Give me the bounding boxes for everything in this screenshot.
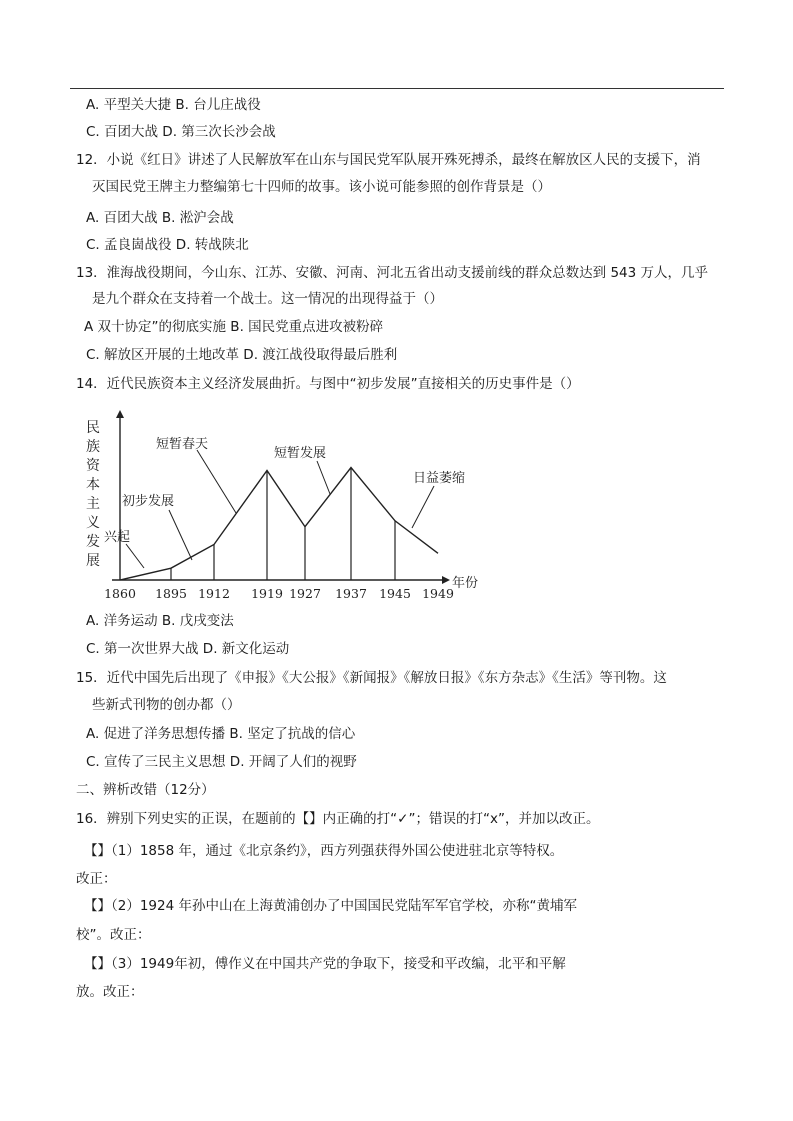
q15-options-cd: C. 宣传了三民主义思想 D. 开阔了人们的视野 xyxy=(86,754,357,770)
q16-item-2-line1: 【】（2）1924 年孙中山在上海黄浦创办了中国国民党陆军军官学校，亦称“黄埔军 xyxy=(84,898,577,914)
q15-stem-line2: 些新式刊物的创办都（） xyxy=(92,697,241,713)
x-axis-arrow xyxy=(442,576,450,584)
section-2-title: 二、辨析改错（12分） xyxy=(76,782,215,798)
q16-item-1-correction: 改正： xyxy=(76,871,117,887)
annotation-label: 日益萎缩 xyxy=(413,471,466,486)
q16-stem: 16．辨别下列史实的正误，在题前的【】内正确的打“✓”；错误的打“x”，并加以改正。 xyxy=(76,811,600,827)
q16-item-1: 【】（1）1858 年，通过《北京条约》，西方列强获得外国公使进驻北京等特权。 xyxy=(84,843,564,859)
q11-options-cd: C. 百团大战 D. 第三次长沙会战 xyxy=(86,124,276,140)
series-line xyxy=(120,468,438,580)
q15-stem-line1: 15．近代中国先后出现了《申报》《大公报》《新闻报》《解放日报》《东方杂志》《生活》等刊物。这 xyxy=(76,670,667,686)
q12-stem-line2: 灭国民党王牌主力整编第七十四师的故事。该小说可能参照的创作背景是（） xyxy=(92,179,551,195)
x-tick-1860: 1860 xyxy=(104,586,136,601)
x-tick-1912: 1912 xyxy=(198,586,230,601)
x-tick-1945: 1945 xyxy=(379,586,411,601)
q12-stem-line1: 12．小说《红日》讲述了人民解放军在山东与国民党军队展开殊死搏杀，最终在解放区人民的支援下，消 xyxy=(76,152,701,168)
q13-stem-line1: 13．淮海战役期间，今山东、江苏、安徽、河南、河北五省出动支援前线的群众总数达到 543 万人，几乎 xyxy=(76,265,709,281)
q11-options-ab: A. 平型关大捷 B. 台儿庄战役 xyxy=(86,97,261,113)
annotation-label: 兴起 xyxy=(104,530,131,545)
q14-options-cd: C. 第一次世界大战 D. 新文化运动 xyxy=(86,641,290,657)
x-tick-1949: 1949 xyxy=(422,586,454,601)
q16-item-3-line1: 【】（3）1949年初，傅作义在中国共产党的争取下，接受和平改编，北平和平解 xyxy=(84,956,566,972)
q13-options-ab: A 双十协定”的彻底实施 B. 国民党重点进攻被粉碎 xyxy=(84,319,384,335)
y-axis-label: 民族资本主义发展 xyxy=(86,420,100,569)
annotation-leader xyxy=(126,544,144,568)
y-axis-arrow xyxy=(116,410,124,418)
x-tick-1927: 1927 xyxy=(289,586,321,601)
annotation-label: 短暂春天 xyxy=(156,437,209,452)
q12-options-cd: C. 孟良崮战役 D. 转战陕北 xyxy=(86,237,249,253)
capitalism-development-chart xyxy=(84,410,494,610)
x-tick-1895: 1895 xyxy=(155,586,187,601)
x-axis-label: 年份 xyxy=(452,576,479,591)
q14-options-ab: A. 洋务运动 B. 戊戌变法 xyxy=(86,613,234,629)
q12-options-ab: A. 百团大战 B. 淞沪会战 xyxy=(86,210,234,226)
x-tick-1937: 1937 xyxy=(335,586,367,601)
q15-options-ab: A. 促进了洋务思想传播 B. 坚定了抗战的信心 xyxy=(86,726,356,742)
q16-item-2-line2: 校”。改正： xyxy=(76,927,151,943)
annotation-leader xyxy=(197,450,236,513)
annotation-leader xyxy=(412,486,434,528)
annotation-leader xyxy=(317,461,330,494)
q13-options-cd: C. 解放区开展的土地改革 D. 渡江战役取得最后胜利 xyxy=(86,347,398,363)
q14-stem: 14．近代民族资本主义经济发展曲折。与图中“初步发展”直接相关的历史事件是（） xyxy=(76,376,580,392)
header-rule xyxy=(70,88,724,89)
annotation-label: 短暂发展 xyxy=(274,446,327,461)
annotation-label: 初步发展 xyxy=(122,494,175,509)
q13-stem-line2: 是九个群众在支持着一个战士。这一情况的出现得益于（） xyxy=(92,291,443,307)
x-tick-1919: 1919 xyxy=(251,586,283,601)
annotation-leader xyxy=(169,510,192,560)
q16-item-3-line2: 放。改正： xyxy=(76,984,144,1000)
